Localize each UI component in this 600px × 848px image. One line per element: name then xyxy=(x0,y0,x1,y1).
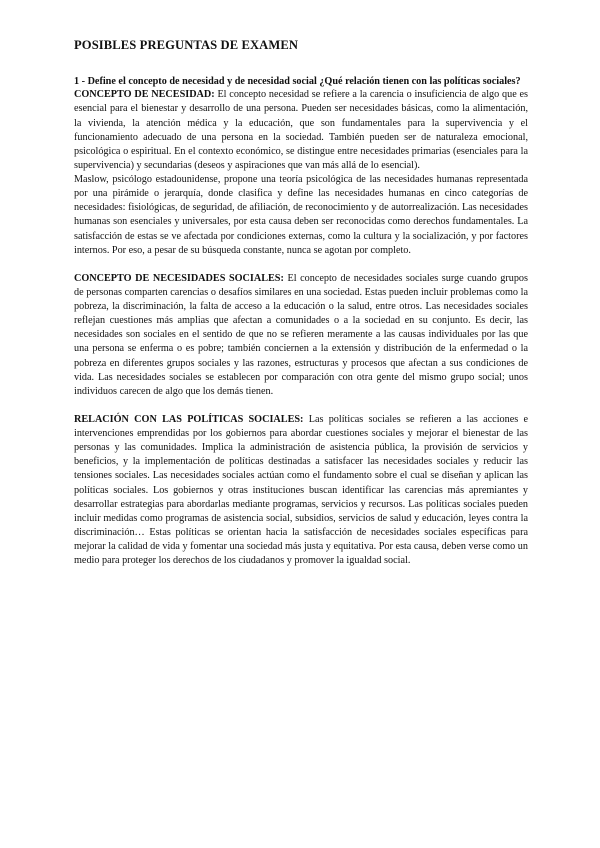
necesidad-definition-paragraph xyxy=(74,88,528,173)
necesidades-sociales-paragraph xyxy=(74,272,528,399)
section-heading-politicas-sociales: RELACIÓN CON LAS POLÍTICAS SOCIALES: xyxy=(74,413,304,425)
section-gap xyxy=(74,258,528,272)
section-text: El concepto necesidad se refiere a la carencia o insuficiencia de algo que es esencial para el bienestar y desarrollo de una persona. Pueden ser necesidades básicas, como la alimentación, la vivienda, la atención médica y la educación, que son fundamentales para la supervivencia y el funcionamiento adecuado de una persona en la sociedad. También pueden ser de naturaleza emocional, psicológica o espiritual. En el contexto económico, se distingue entre necesidades primarias (esenciales para la supervivencia) y secundarias (deseos y aspiraciones que van más allá de lo esencial). xyxy=(74,89,528,171)
politicas-sociales-paragraph xyxy=(74,413,528,568)
maslow-paragraph: Maslow, psicólogo estadounidense, propone una teoría psicológica de las necesidades humanas representada por una pirámide o jerarquía, donde clasifica y define las necesidades humanas en cinco categorías de necesidades: fisiológicas, de seguridad, de afiliación, de reconocimiento y de autorrealización. Las necesidades humanas son esenciales y universales, por esta causa deben ser reconocidas como derechos fundamentales. La satisfacción de estas se ve afectada por condiciones externas, como la cultura y la socialización, y por factores internos. Por eso, a pesar de su búsqueda constante, nunca se agotan por completo. xyxy=(74,174,528,256)
section-text: El concepto de necesidades sociales surge cuando grupos de personas comparten carencias o desafíos similares en una sociedad. Estas pueden incluir problemas como la pobreza, la discriminación, la falta de acceso a la educación o la salud, entre otros. Las necesidades sociales reflejan cuestiones más amplias que afectan a comunidades o a la sociedad en su conjunto. Es decir, las necesidades son sociales en el sentido de que no se refieren meramente a las causas individuales por las que una persona se enferma o es pobre; también conciernen a la extensión y distribución de la enfermedad o la pobreza en diferentes grupos sociales y las razones, estructuras y procesos que afectan a sus condiciones de vida. Las necesidades sociales se establecen por comparación con otra gente del mismo grupo social; unos individuos carecen de algo que los demás tienen. xyxy=(74,272,528,397)
section-heading-necesidades-sociales: CONCEPTO DE NECESIDADES SOCIALES: xyxy=(74,272,284,284)
section-heading-necesidad: CONCEPTO DE NECESIDAD: xyxy=(74,89,215,101)
document-title: POSIBLES PREGUNTAS DE EXAMEN xyxy=(74,38,299,52)
section-gap xyxy=(74,399,528,413)
question-heading: 1 - Define el concepto de necesidad y de necesidad social ¿Qué relación tienen con las políticas sociales? xyxy=(74,76,521,87)
section-text: Las políticas sociales se refieren a las acciones e intervenciones emprendidas por los gobiernos para abordar cuestiones sociales y mejorar el bienestar de las personas y las comunidades. Implica la administración de asistencia pública, la provisión de servicios y beneficios, y la implementación de políticas destinadas a satisfacer las necesidades sociales y reducir las tensiones sociales. Las necesidades sociales actúan como el fundamento sobre el cual se diseñan y aplican las políticas sociales. Los gobiernos y otras instituciones buscan identificar las carencias más apremiantes y desarrollar estrategias para abordarlas mediante programas, servicios y recursos. Las políticas sociales pueden incluir medidas como programas de asistencia social, subsidios, servicios de salud y educación, leyes contra la discriminación… Estas políticas se orientan hacia la satisfacción de necesidades sociales específicas para mejorar la calidad de vida y fomentar una sociedad más justa y equitativa. Por esta causa, deben verse como un medio para proteger los derechos de los ciudadanos y promover la igualdad social. xyxy=(74,413,528,567)
